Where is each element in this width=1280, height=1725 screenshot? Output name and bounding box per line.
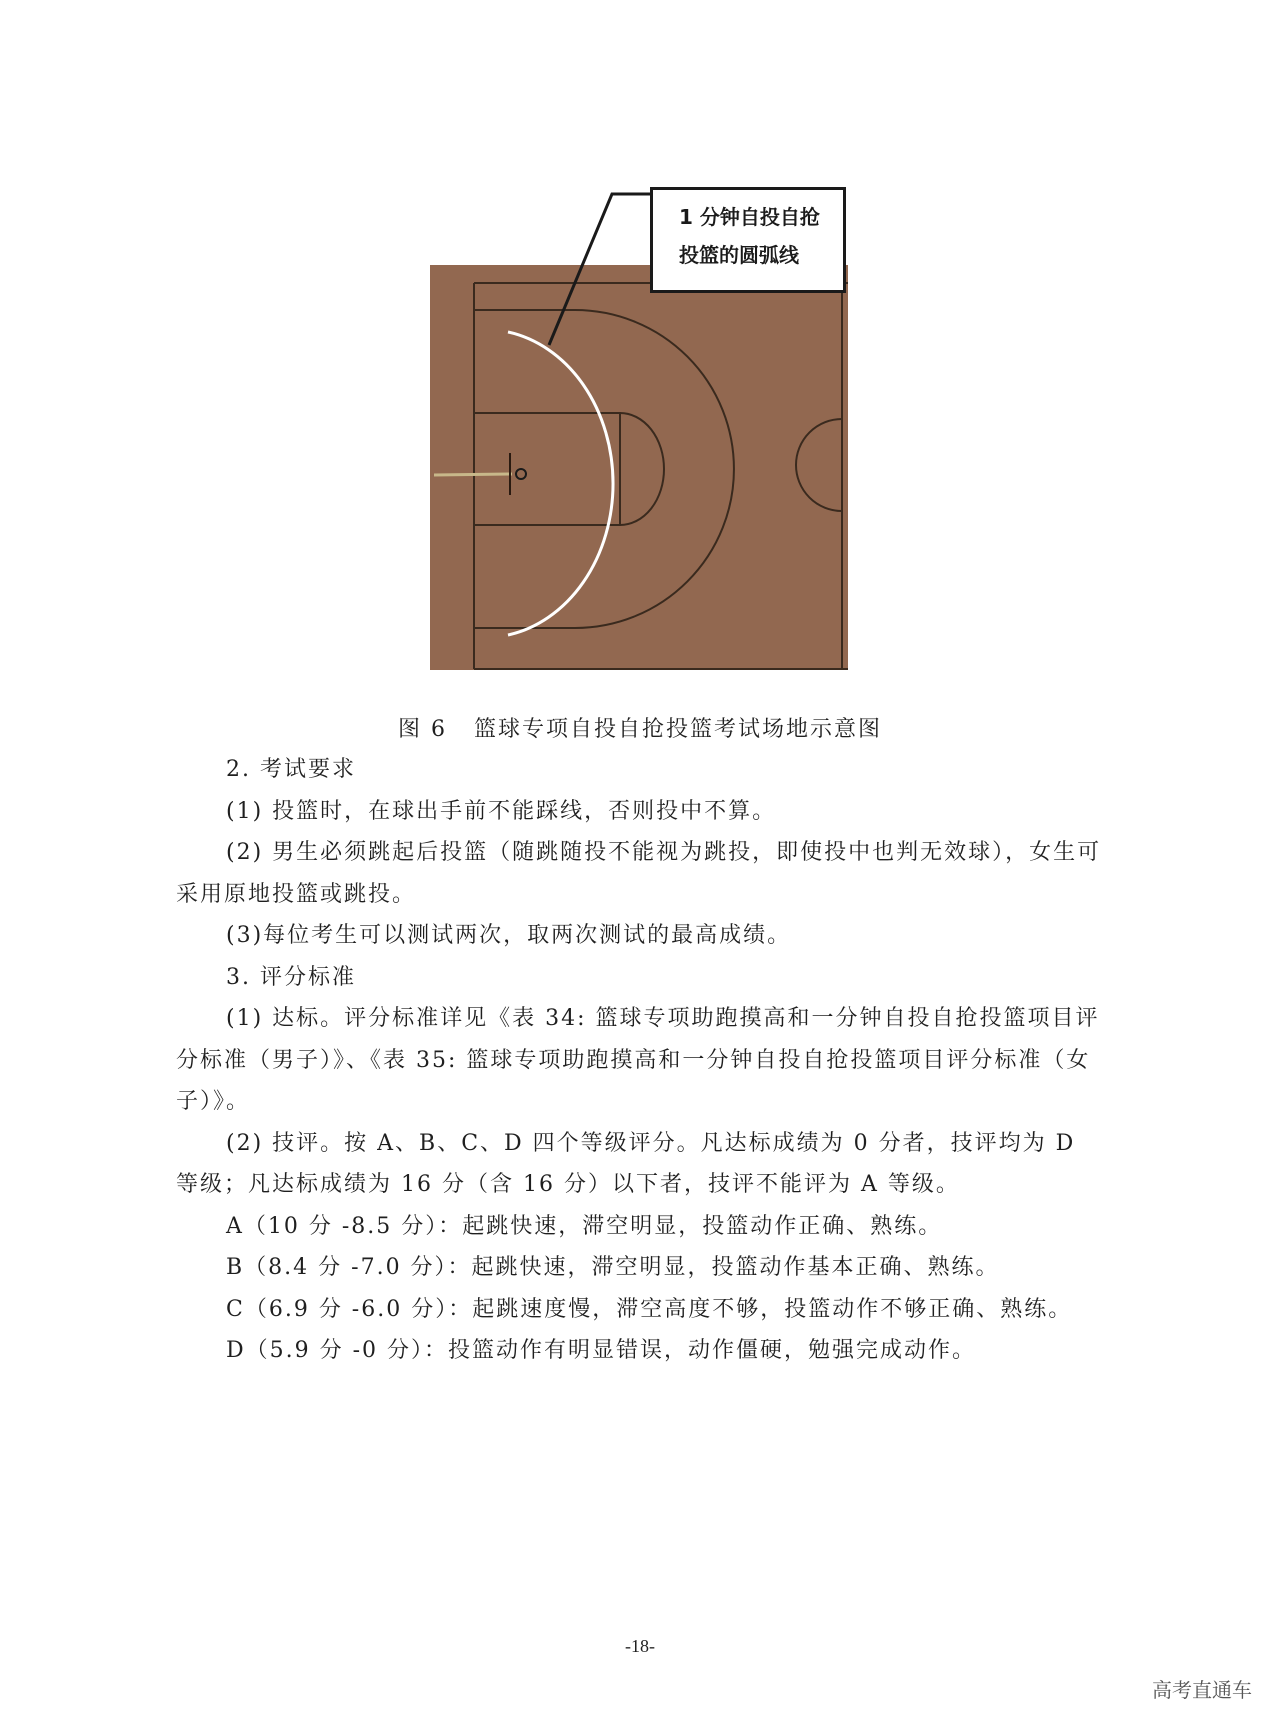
grade-item: A（10 分 -8.5 分）：起跳快速，滞空明显，投篮动作正确、熟练。 xyxy=(226,1213,943,1239)
paragraph: (2) 技评。按 A、B、C、D 四个等级评分。凡达标成绩为 0 分者，技评均为 D 等级；凡达标成绩为 16 分（含 16 分）以下者，技评不能评为 A 等级。 xyxy=(176,1130,1076,1197)
page-number: -18- xyxy=(625,1636,655,1656)
paragraph: (3)每位考生可以测试两次，取两次测试的最高成绩。 xyxy=(226,923,792,948)
paragraph: (1) 达标。评分标准详见《表 34: 篮球专项助跑摸高和一分钟自投自抢投篮项目评分标准（男子）》、《表 35: 篮球专项助跑摸高和一分钟自投自抢投篮项目评分标准（女子）》。 xyxy=(176,1006,1100,1114)
section-heading: 2. 考试要求 xyxy=(226,757,356,782)
grade-item: B（8.4 分 -7.0 分）：起跳快速，滞空明显，投篮动作基本正确、熟练。 xyxy=(226,1255,1000,1280)
basket-support xyxy=(434,474,512,475)
callout-line-1: 1 分钟自投自抢 xyxy=(679,205,820,229)
body-text xyxy=(176,749,1106,1372)
grade-item: D（5.9 分 -0 分）：投篮动作有明显错误，动作僵硬，勉强完成动作。 xyxy=(226,1338,977,1363)
section-heading: 3. 评分标准 xyxy=(226,964,356,990)
court-diagram xyxy=(420,175,860,675)
callout-line-2: 投篮的圆弧线 xyxy=(679,243,799,267)
figure-caption: 图 6 篮球专项自投自抢投篮考试场地示意图 xyxy=(398,717,882,742)
callout-label xyxy=(650,187,846,293)
paragraph: (2) 男生必须跳起后投篮（随跳随投不能视为跳投，即使投中也判无效球），女生可采用原地投篮或跳投。 xyxy=(176,840,1102,907)
paragraph: (1) 投篮时，在球出手前不能踩线，否则投中不算。 xyxy=(226,798,777,824)
court-floor xyxy=(430,265,848,670)
grade-item: C（6.9 分 -6.0 分）：起跳速度慢，滞空高度不够，投篮动作不够正确、熟练。 xyxy=(226,1296,1073,1322)
watermark: 高考直通车 xyxy=(1152,1678,1252,1702)
